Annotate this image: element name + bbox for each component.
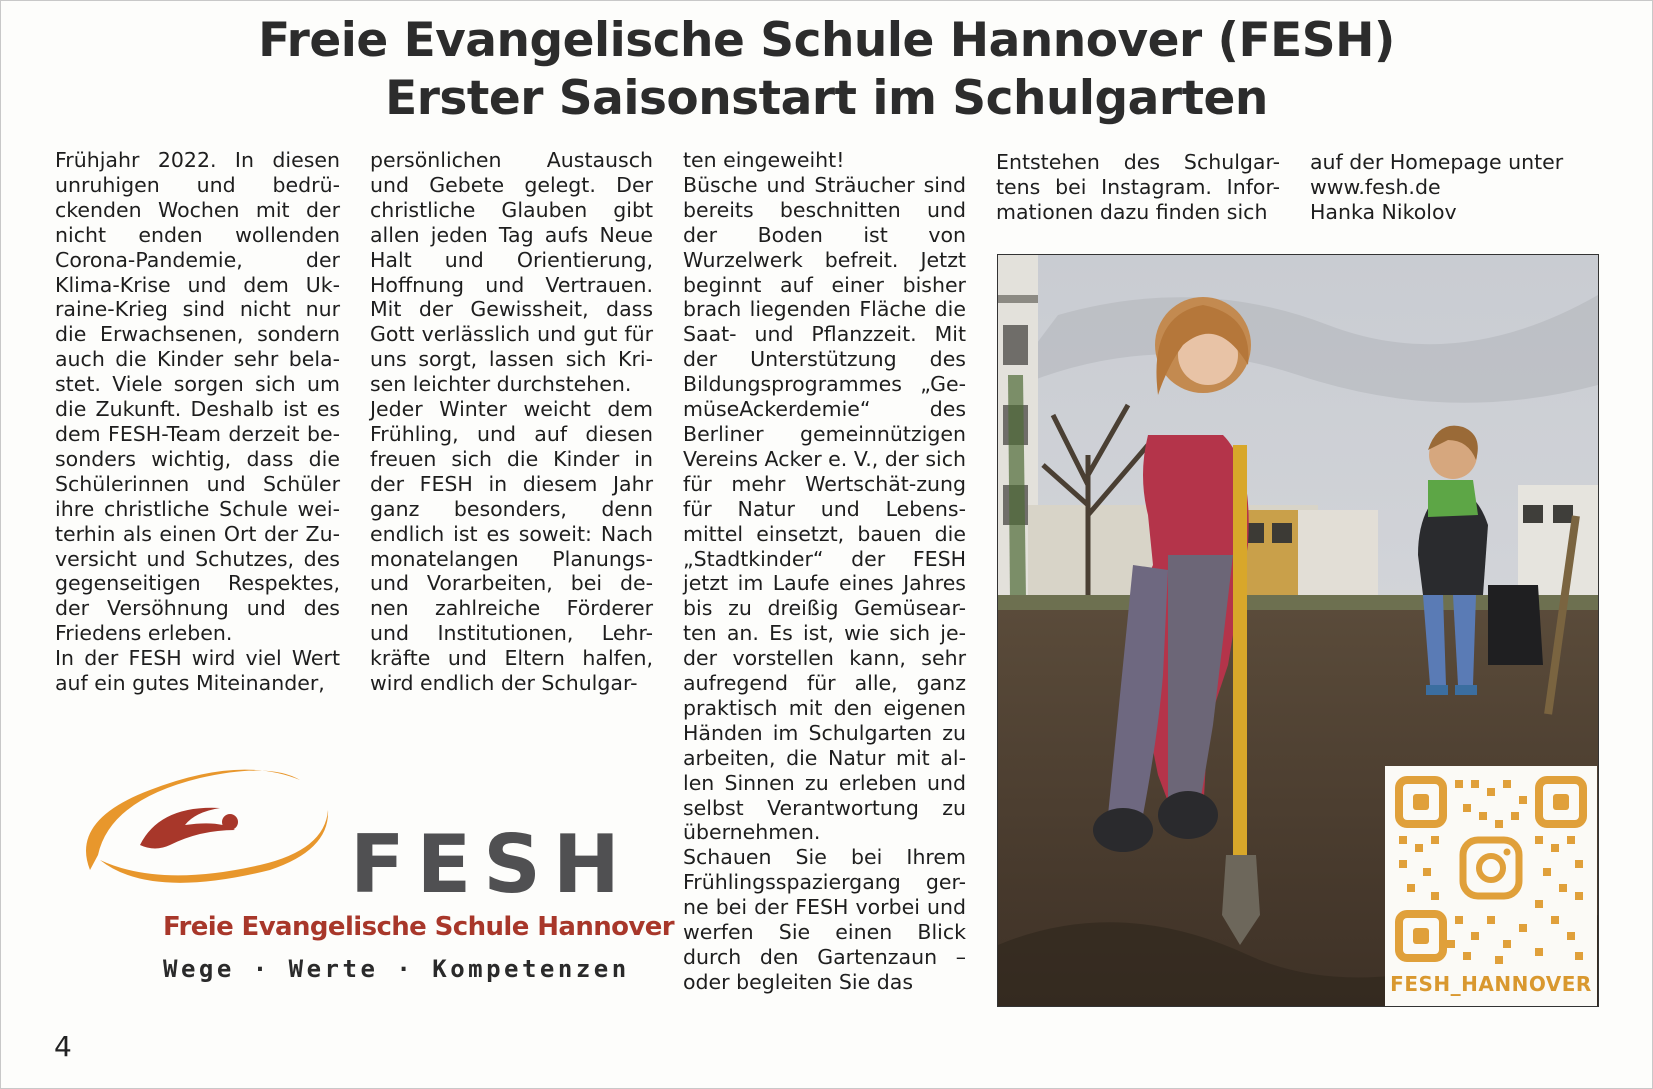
article-column-1 [55,148,340,696]
article-paragraph: In der FESH wird viel Wert auf ein gutes Miteinander, [55,646,340,696]
instagram-icon [1463,840,1519,896]
article-paragraph: persönlichen Austausch und Gebete gelegt. Der christliche Glauben gibt allen jeden Tag aufs Neue Halt und Orientierung, Hoffnung und Vertrauen. Mit der Gewissheit, dass Gott verlässlich und gut für uns sorgt, lassen sich Kri-sen leichter durchstehen. [370,148,653,397]
article-paragraph: Büsche und Sträucher sind bereits beschnitten und der Boden ist von Wurzelwerk befreit. Jetzt beginnt auf einer bisher brach liegenden Fläche die Saat- und Pflanzzeit. Mit der Unterstützung des Bildungsprogrammes „Ge-müseAckerdemie“ des Berliner gemeinnützigen Vereins Acker e. V., der sich für mehr Wertschät-zung für Natur und Lebens-mittel einsetzt, bauen die „Stadtkinder“ der FESH jetzt im Laufe eines Jahres bis zu dreißig Gemüsear-ten an. Es ist, wie sich je-der vorstellen kann, sehr aufregend für alle, ganz praktisch mit den eigenen Händen im Schulgarten zu arbeiten, die Natur mit al-len Sinnen zu erleben und selbst Verantwortung zu übernehmen. [683,172,966,845]
logo-subtitle: Freie Evangelische Schule Hannover [163,912,675,942]
article-paragraph: Jeder Winter weicht dem Frühling, und auf diesen freuen sich die Kinder in der FESH in diesem Jahr ganz besonders, denn endlich ist es soweit: Nach monatelangen Planungs- und Vorarbeiten, bei de-nen zahlreiche Förderer und Institutionen, Lehr-kräfte und Eltern halfen, wird endlich der Schulgar- [370,397,653,696]
headline-line-2: Erster Saisonstart im Schulgarten [385,71,1268,126]
article-column-4 [996,150,1280,225]
article-paragraph: ten eingeweiht! [683,148,845,172]
website-link[interactable]: www.fesh.de [1310,174,1441,199]
logo-swoosh-icon [70,750,370,910]
qr-pattern [1385,766,1597,972]
headline [0,12,1653,128]
instagram-handle: FESH_HANNOVER [1390,972,1592,996]
article-paragraph: Schauen Sie bei Ihrem Frühlingsspaziergang ger-ne bei der FESH vorbei und werfen Sie einen Blick durch den Gartenzaun – oder begleiten Sie das [683,845,966,994]
logo-tagline: Wege · Werte · Kompetenzen [163,955,630,983]
instagram-qr-code[interactable] [1385,766,1597,1006]
article-paragraph: Frühjahr 2022. In diesen unruhigen und bedrü-ckenden Wochen mit der nicht enden wollenden Corona-Pandemie, der Klima-Krise und dem Uk-raine-Krieg sind nicht nur die Erwachsenen, sondern auch die Kinder sehr bela-stet. Viele sorgen sich um die Zukunft. Deshalb ist es dem FESH-Team derzeit be-sonders wichtig, dass die Schülerinnen und Schüler ihre christliche Schule wei-terhin als einen Ort der Zu-versicht und Schutzes, des gegenseitigen Respektes, der Versöhnung und des Friedens erleben. [55,148,340,646]
article-column-3 [683,148,966,995]
fesh-logo [70,750,675,1000]
author-name: Hanka Nikolov [1310,199,1457,224]
headline-line-1: Freie Evangelische Schule Hannover (FESH) [258,13,1395,68]
article-column-5 [1310,150,1600,225]
homepage-text: auf der Homepage unter [1310,150,1564,174]
article-paragraph: Entstehen des Schulgar-tens bei Instagram. Infor-mationen dazu finden sich [996,150,1280,224]
article-column-2 [370,148,653,696]
page-number: 4 [54,1030,72,1063]
logo-wordmark: FESH [350,818,632,911]
